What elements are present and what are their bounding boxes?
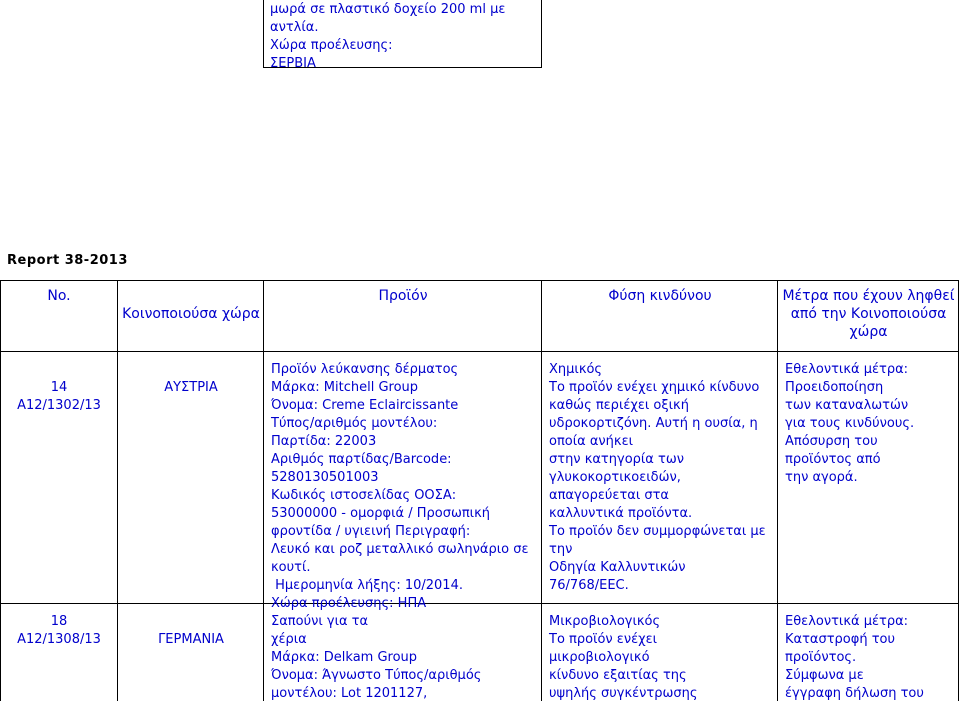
header-bottom-border: [0, 351, 959, 352]
header-measures-line: από την Κοινοποιούσα: [790, 306, 947, 322]
product-line: Ημερομηνία λήξης: 10/2014.: [271, 578, 463, 593]
risk-line: καθώς περιέχει οξική: [549, 398, 689, 413]
top-cell-line: αντλία.: [270, 20, 319, 35]
top-cell-right-border: [541, 0, 542, 67]
measures-line: προϊόντος.: [785, 650, 857, 665]
col-border-4: [777, 280, 778, 701]
top-cell-line: ΣΕΡΒΙΑ: [270, 56, 316, 71]
risk-line: οποία ανήκει: [549, 434, 633, 449]
product-line: μοντέλου: Lot 1201127,: [271, 686, 428, 701]
row-risk-cell: [545, 360, 777, 596]
product-line: Λευκό και ροζ μεταλλικό σωληνάριο σε: [271, 542, 529, 557]
risk-line: Το προϊόν δεν συμμορφώνεται με: [549, 524, 766, 539]
measures-line: Εθελοντικά μέτρα:: [785, 362, 909, 377]
header-product: Προϊόν: [378, 288, 428, 304]
risk-line: στην κατηγορία των: [549, 452, 684, 467]
row-number: 18: [50, 614, 68, 629]
row-country: ΑΥΣΤΡΙΑ: [164, 380, 218, 395]
row-risk-cell: [545, 612, 777, 704]
row-product-cell: [267, 612, 541, 704]
header-measures: [778, 287, 959, 341]
risk-line: καλλυντικά προϊόντα.: [549, 506, 693, 521]
measures-line: των καταναλωτών: [785, 398, 909, 413]
measures-line: προϊόντος από: [785, 452, 881, 467]
report-title: Report 38-2013: [7, 253, 128, 268]
product-line: Κωδικός ιστοσελίδας ΟΟΣΑ:: [271, 488, 457, 503]
product-line: Παρτίδα: 22003: [271, 434, 377, 449]
risk-line: Το προϊόν ενέχει χημικό κίνδυνο: [549, 380, 760, 395]
header-country: Κοινοποιούσα χώρα: [122, 306, 260, 322]
product-line: Μάρκα: Delkam Group: [271, 650, 418, 665]
risk-line: κίνδυνο εξαιτίας της: [549, 668, 687, 683]
risk-line: Οδηγία Καλλυντικών: [549, 560, 686, 575]
measures-line: έγγραφη δήλωση του: [785, 686, 924, 701]
product-line: Όνομα: Creme Eclaircissante: [271, 398, 459, 413]
header-no: No.: [47, 288, 71, 304]
measures-line: την αγορά.: [785, 470, 858, 485]
product-line: Σαπούνι για τα: [271, 614, 369, 629]
measures-line: Προειδοποίηση: [785, 380, 884, 395]
measures-line: Καταστροφή του: [785, 632, 896, 647]
header-measures-line: Μέτρα που έχουν ληφθεί: [782, 288, 955, 304]
risk-line: υδροκορτιζόνη. Αυτή η ουσία, η: [549, 416, 758, 431]
risk-line: 76/768/ΕΕC.: [549, 578, 629, 593]
product-line: χέρια: [271, 632, 307, 647]
table-top-border: [0, 280, 959, 281]
product-line: φροντίδα / υγιεινή Περιγραφή:: [271, 524, 471, 539]
risk-line: απαγορεύεται στα: [549, 488, 670, 503]
row-number-cell: [0, 378, 118, 416]
top-continuation-cell: [266, 0, 540, 74]
row-country: ΓΕΡΜΑΝΙΑ: [158, 632, 224, 647]
top-cell-line: Χώρα προέλευσης:: [270, 38, 393, 53]
header-measures-line: χώρα: [849, 324, 888, 340]
risk-line: γλυκοκορτικοειδών,: [549, 470, 681, 485]
product-line: Μάρκα: Mitchell Group: [271, 380, 419, 395]
product-line: Χώρα προέλευσης: ΗΠΑ: [271, 596, 427, 611]
product-line: 53000000 - ομορφιά / Προσωπική: [271, 506, 490, 521]
top-cell-left-border: [263, 0, 264, 67]
row-reference: A12/1308/13: [17, 632, 101, 647]
row-number: 14: [50, 380, 68, 395]
row-measures-cell: [781, 612, 958, 704]
measures-line: Εθελοντικά μέτρα:: [785, 614, 909, 629]
risk-line: υψηλής συγκέντρωσης: [549, 686, 698, 701]
risk-line: Το προϊόν ενέχει: [549, 632, 658, 647]
risk-line: την: [549, 542, 573, 557]
risk-line: Μικροβιολογικός: [549, 614, 661, 629]
measures-line: Σύμφωνα με: [785, 668, 864, 683]
top-cell-line: μωρά σε πλαστικό δοχείο 200 ml με: [270, 2, 506, 17]
row-measures-cell: [781, 360, 958, 488]
product-line: Όνομα: Άγνωστο Τύπος/αριθμός: [271, 668, 482, 683]
row-product-cell: [267, 360, 541, 614]
product-line: Τύπος/αριθμός μοντέλου:: [271, 416, 438, 431]
risk-line: Χημικός: [549, 362, 603, 377]
risk-line: μικροβιολογικό: [549, 650, 650, 665]
product-line: Αριθμός παρτίδας/Barcode:: [271, 452, 452, 467]
col-border-3: [541, 280, 542, 701]
header-risk: Φύση κινδύνου: [608, 288, 712, 304]
row-reference: A12/1302/13: [17, 398, 101, 413]
measures-line: Απόσυρση του: [785, 434, 878, 449]
row-number-cell: [0, 612, 118, 650]
product-line: 5280130501003: [271, 470, 379, 485]
measures-line: για τους κινδύνους.: [785, 416, 915, 431]
product-line: κουτί.: [271, 560, 311, 575]
product-line: Προϊόν λεύκανσης δέρματος: [271, 362, 459, 377]
